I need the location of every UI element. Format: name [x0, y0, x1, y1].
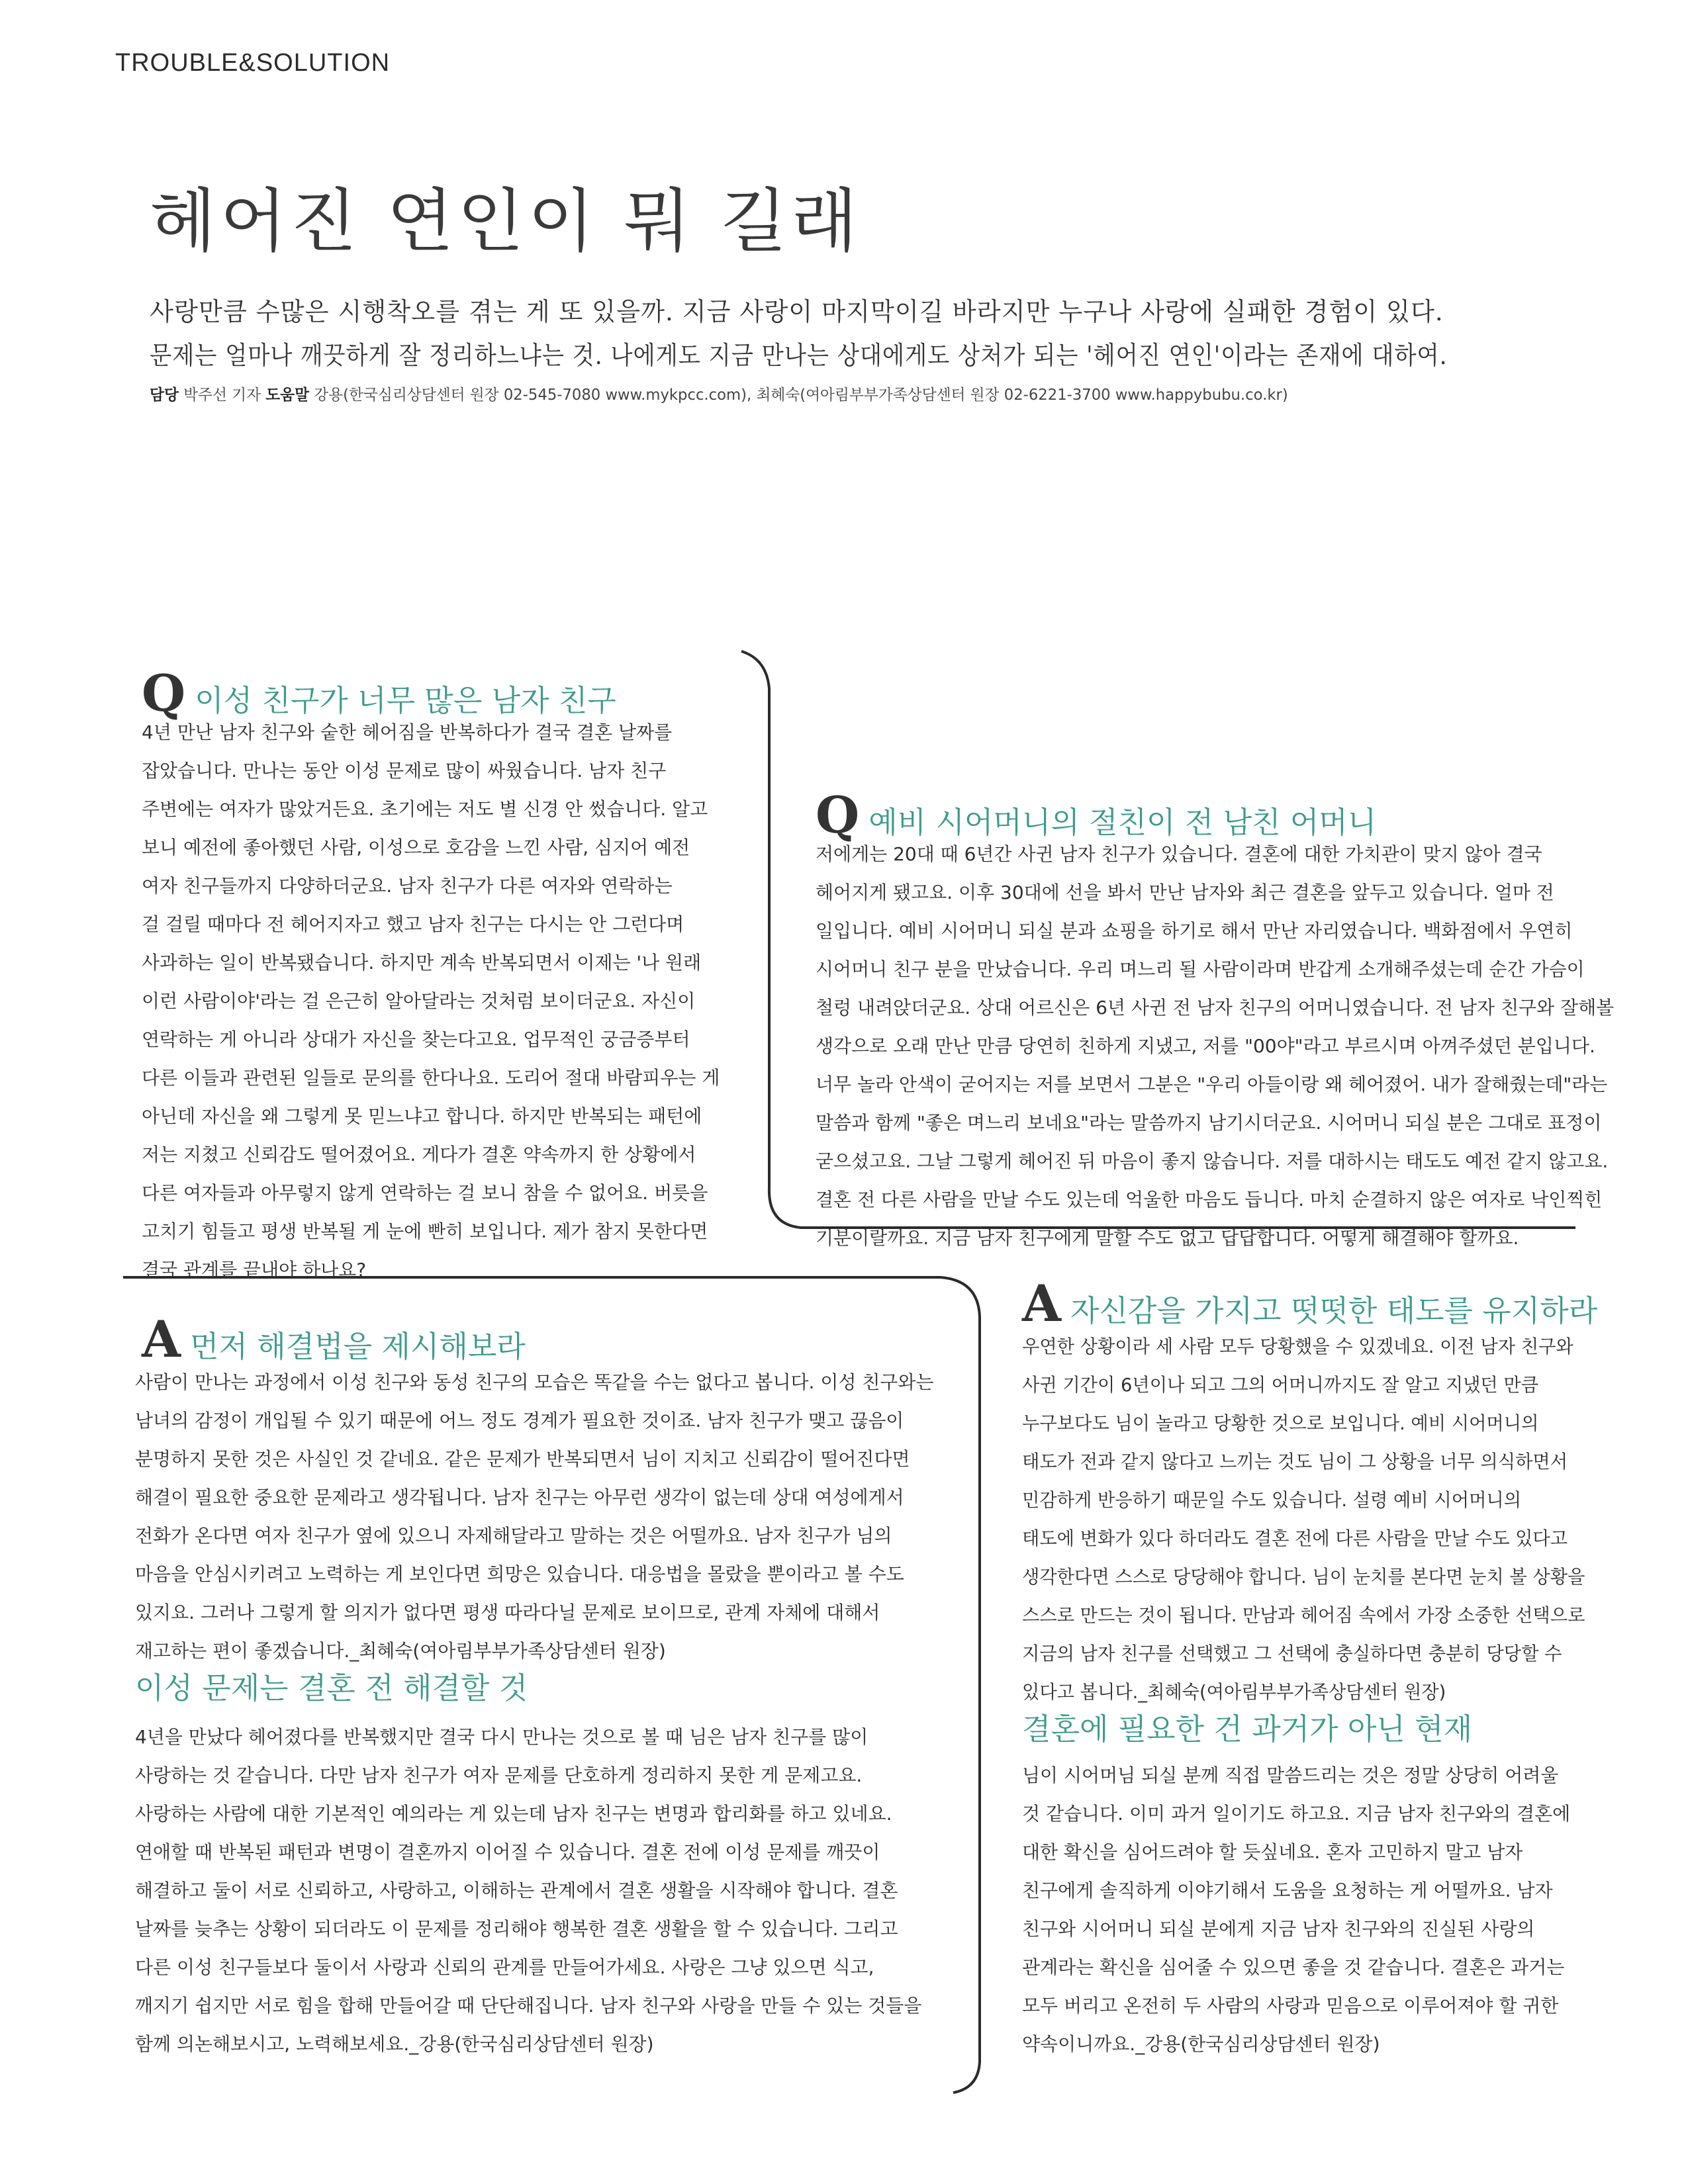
- q1-line: 4년 만난 남자 친구와 숱한 헤어짐을 반복하다가 결국 결혼 날짜를: [142, 721, 673, 743]
- a2-line: 누구보다도 님이 놀라고 당황한 것으로 보입니다. 예비 시어머니의: [1022, 1412, 1539, 1434]
- q1-line: 주변에는 여자가 많았거든요. 초기에는 저도 별 신경 안 썼습니다. 알고: [142, 798, 708, 820]
- q1-line: 잡았습니다. 만나는 동안 이성 문제로 많이 싸웠습니다. 남자 친구: [142, 760, 667, 782]
- a1-line2: 4년을 만났다 헤어졌다를 반복했지만 결국 다시 만나는 것으로 볼 때 님은 남자 친구를 많이: [135, 1726, 868, 1748]
- q1-line: 다른 여자들과 아무렇지 않게 연락하는 걸 보니 참을 수 없어요. 버릇을: [142, 1182, 708, 1204]
- a2-line: 스스로 만드는 것이 됩니다. 만남과 헤어짐 속에서 가장 소중한 선택으로: [1022, 1604, 1585, 1626]
- q1-line: 연락하는 게 아니라 상대가 자신을 찾는다고요. 업무적인 궁금증부터: [142, 1028, 690, 1050]
- a2-line: 사귄 기간이 6년이나 되고 그의 어머니까지도 잘 알고 지냈던 만큼: [1022, 1374, 1539, 1396]
- a1-line: 사람이 만나는 과정에서 이성 친구와 동성 친구의 모습은 똑같을 수는 없다고 봅니다. 이성 친구와는: [135, 1371, 934, 1393]
- a1-line: 있지요. 그러나 그렇게 할 의지가 없다면 평생 따라다닐 문제로 보이므로, 관계 자체에 대해서: [135, 1602, 880, 1623]
- q1-line: 고치기 힘들고 평생 반복될 게 눈에 빤히 보입니다. 제가 참지 못한다면: [142, 1220, 708, 1242]
- a1-line: 남녀의 감정이 개입될 수 있기 때문에 어느 정도 경계가 필요한 것이죠. 남자 친구가 맺고 끊음이: [135, 1410, 904, 1432]
- a1-line2: 사랑하는 것 같습니다. 다만 남자 친구가 여자 문제를 단호하게 정리하지 못한 게 문제고요.: [135, 1764, 863, 1786]
- a1-line: 분명하지 못한 것은 사실인 것 같네요. 같은 문제가 반복되면서 님이 지치고 신뢰감이 떨어진다면: [135, 1448, 910, 1470]
- credits-writer-name: 박주선 기자: [178, 387, 266, 404]
- q2-line: 생각으로 오래 만난 만큼 당연히 친하게 지냈고, 저를 "00야"라고 부르시며 아껴주셨던 분입니다.: [816, 1035, 1595, 1057]
- a2-line2: 모두 버리고 온전히 두 사람의 사랑과 믿음으로 이루어져야 할 귀한: [1022, 1995, 1559, 2017]
- a2-line: 생각한다면 스스로 당당해야 합니다. 님이 눈치를 본다면 눈치 볼 상황을: [1022, 1566, 1585, 1588]
- question-letter: Q: [142, 664, 186, 723]
- q1-line: 사과하는 일이 반복됐습니다. 하지만 계속 반복되면서 이제는 '나 원래: [142, 952, 702, 974]
- a1-line2: 함께 의논해보시고, 노력해보세요._강용(한국심리상담센터 원장): [135, 2033, 654, 2055]
- a1-line2: 연애할 때 반복된 패턴과 변명이 결혼까지 이어질 수 있습니다. 결혼 전에 이성 문제를 깨끗이: [135, 1841, 880, 1863]
- q1-body: [142, 713, 720, 1289]
- a1-body-2: [135, 1718, 921, 2064]
- a2-line: 지금의 남자 친구를 선택했고 그 선택에 충실하다면 충분히 당당할 수: [1022, 1643, 1562, 1664]
- credits-help-names: 강용(한국심리상담센터 원장 02-545-7080 www.mykpcc.com), 최혜숙(여아림부부가족상담센터 원장 02-6221-3700 www.happybubu.co.kr): [309, 387, 1288, 404]
- a2-line2: 관계라는 확신을 심어줄 수 있으면 좋을 것 같습니다. 결혼은 과거는: [1022, 1956, 1565, 1978]
- a2-line: 있다고 봅니다._최혜숙(여아림부부가족상담센터 원장): [1022, 1681, 1446, 1703]
- a2-line2: 약속이니까요._강용(한국심리상담센터 원장): [1022, 2033, 1380, 2055]
- a2-line: 태도가 전과 같지 않다고 느끼는 것도 님이 그 상황을 너무 의식하면서: [1022, 1451, 1568, 1473]
- a1-line: 전화가 온다면 여자 친구가 옆에 있으니 자제해달라고 말하는 것은 어떨까요. 남자 친구가 님의: [135, 1525, 892, 1547]
- q1-heading: [142, 664, 616, 723]
- q1-line: 보니 예전에 좋아했던 사람, 이성으로 호감을 느낀 사람, 심지어 예전: [142, 837, 690, 858]
- a2-line2: 것 같습니다. 이미 과거 일이기도 하고요. 지금 남자 친구와의 결혼에: [1022, 1803, 1571, 1825]
- a2-line: 민감하게 반응하기 때문일 수도 있습니다. 설령 예비 시어머니의: [1022, 1489, 1522, 1511]
- q2-line: 결혼 전 다른 사람을 만날 수도 있는데 억울한 마음도 듭니다. 마치 순결하지 않은 여자로 낙인찍힌: [816, 1189, 1603, 1210]
- a1-line2: 해결하고 둘이 서로 신뢰하고, 사랑하고, 이해하는 관계에서 결혼 생활을 시작해야 합니다. 결혼: [135, 1880, 898, 1901]
- answer-letter: A: [1022, 1274, 1061, 1333]
- intro-line: 문제는 얼마나 깨끗하게 잘 정리하느냐는 것. 나에게도 지금 만나는 상대에게도 상처가 되는 '헤어진 연인'이라는 존재에 대하여.: [150, 341, 1448, 370]
- a2-line: 우연한 상황이라 세 사람 모두 당황했을 수 있겠네요. 이전 남자 친구와: [1022, 1336, 1573, 1357]
- question-letter: Q: [816, 786, 860, 844]
- credits-label-writer: 담당: [150, 387, 179, 404]
- a2-body: [1022, 1328, 1600, 1711]
- page-title: 헤어진 연인이 뭐 길래: [150, 181, 862, 261]
- q2-body: [816, 835, 1614, 1257]
- a1-line: 해결이 필요한 중요한 문제라고 생각됩니다. 남자 친구는 아무런 생각이 없는데 상대 여성에게서: [135, 1486, 904, 1508]
- a2-heading: [1022, 1274, 1598, 1333]
- q2-line: 굳으셨고요. 그날 그렇게 헤어진 뒤 마음이 좋지 않습니다. 저를 대하시는 태도도 예전 같지 않고요.: [816, 1150, 1609, 1172]
- a2-line2: 님이 시어머님 되실 분께 직접 말씀드리는 것은 정말 상당히 어려울: [1022, 1764, 1559, 1786]
- a2-heading-text: 자신감을 가지고 떳떳한 태도를 유지하라: [1070, 1293, 1598, 1328]
- a2-body-2: [1022, 1756, 1570, 2064]
- q1-line: 걸 걸릴 때마다 전 헤어지자고 했고 남자 친구는 다시는 안 그런다며: [142, 913, 684, 935]
- a2-line: 태도에 변화가 있다 하더라도 결혼 전에 다른 사람을 만날 수도 있다고: [1022, 1527, 1568, 1549]
- q2-line: 저에게는 20대 때 6년간 사귄 남자 친구가 있습니다. 결혼에 대한 가치관이 맞지 않아 결국: [816, 843, 1542, 865]
- a2-line2: 친구와 시어머니 되실 분에게 지금 남자 친구와의 진실된 사랑의: [1022, 1918, 1535, 1940]
- a1-line: 재고하는 편이 좋겠습니다._최혜숙(여아림부부가족상담센터 원장): [135, 1640, 666, 1662]
- q1-line: 이런 사람이야'라는 걸 은근히 알아달라는 것처럼 보이더군요. 자신이: [142, 990, 696, 1012]
- q1-line: 결국 관계를 끝내야 하나요?: [142, 1259, 367, 1281]
- q2-heading-text: 예비 시어머니의 절친이 전 남친 어머니: [868, 805, 1377, 840]
- a1-line: 마음을 안심시키려고 노력하는 게 보인다면 희망은 있습니다. 대응법을 몰랐을 뿐이라고 볼 수도: [135, 1563, 904, 1585]
- a1-line2: 사랑하는 사람에 대한 기본적인 예의라는 게 있는데 남자 친구는 변명과 합리화를 하고 있네요.: [135, 1803, 892, 1825]
- q1-line: 아닌데 자신을 왜 그렇게 못 믿느냐고 합니다. 하지만 반복되는 패턴에: [142, 1105, 702, 1127]
- q2-line: 일입니다. 예비 시어머니 되실 분과 쇼핑을 하기로 해서 만난 자리였습니다. 백화점에서 우연히: [816, 920, 1573, 942]
- a1-body: [135, 1363, 934, 1670]
- q1-heading-text: 이성 친구가 너무 많은 남자 친구: [195, 683, 616, 718]
- q2-line: 말씀과 함께 "좋은 며느리 보네요"라는 말씀까지 남기시더군요. 시어머니 되실 분은 그대로 표정이: [816, 1112, 1602, 1134]
- q1-line: 다른 이들과 관련된 일들로 문의를 한다나요. 도리어 절대 바람피우는 게: [142, 1067, 720, 1089]
- a2-line2: 친구에게 솔직하게 이야기해서 도움을 요청하는 게 어떨까요. 남자: [1022, 1880, 1553, 1901]
- credits-label-help: 도움말: [265, 387, 310, 404]
- section-tag: TROUBLE&SOLUTION: [115, 49, 391, 77]
- q1-line: 저는 지쳤고 신뢰감도 떨어졌어요. 게다가 결혼 약속까지 한 상황에서: [142, 1144, 696, 1165]
- a1-subheading: 이성 문제는 결혼 전 해결할 것: [135, 1670, 528, 1706]
- q2-line: 기분이랄까요. 지금 남자 친구에게 말할 수도 없고 답답합니다. 어떻게 해결해야 할까요.: [816, 1227, 1519, 1249]
- q1-line: 여자 친구들까지 다양하더군요. 남자 친구가 다른 여자와 연락하는: [142, 875, 673, 897]
- a1-line2: 날짜를 늦추는 상황이 되더라도 이 문제를 정리해야 행복한 결혼 생활을 할 수 있습니다. 그리고: [135, 1918, 898, 1940]
- intro-line: 사랑만큼 수많은 시행착오를 겪는 게 또 있을까. 지금 사랑이 마지막이길 바라지만 누구나 사랑에 실패한 경험이 있다.: [150, 297, 1444, 326]
- a2-subheading: 결혼에 필요한 건 과거가 아닌 현재: [1022, 1711, 1473, 1747]
- a1-heading-text: 먼저 해결법을 제시해보라: [189, 1329, 526, 1364]
- answer-letter: A: [142, 1310, 181, 1369]
- q2-line: 철렁 내려앉더군요. 상대 어르신은 6년 사귄 전 남자 친구의 어머니였습니다. 전 남자 친구와 잘해볼: [816, 997, 1615, 1019]
- a2-line2: 대한 확신을 심어드려야 할 듯싶네요. 혼자 고민하지 말고 남자: [1022, 1841, 1523, 1863]
- q2-line: 너무 놀라 안색이 굳어지는 저를 보면서 그분은 "우리 아들이랑 왜 헤어졌어. 내가 잘해줬는데"라는: [816, 1073, 1608, 1095]
- q2-heading: [816, 786, 1377, 844]
- q2-line: 헤어지게 됐고요. 이후 30대에 선을 봐서 만난 남자와 최근 결혼을 앞두고 있습니다. 얼마 전: [816, 882, 1554, 903]
- a1-line2: 깨지기 쉽지만 서로 힘을 합해 만들어갈 때 단단해집니다. 남자 친구와 사랑을 만들 수 있는 것들을: [135, 1995, 922, 2017]
- q2-line: 시어머니 친구 분을 만났습니다. 우리 며느리 될 사람이라며 반갑게 소개해주셨는데 순간 가슴이: [816, 958, 1585, 980]
- a1-line2: 다른 이성 친구들보다 둘이서 사랑과 신뢰의 관계를 만들어가세요. 사랑은 그냥 있으면 식고,: [135, 1956, 874, 1978]
- a1-heading: [142, 1310, 526, 1369]
